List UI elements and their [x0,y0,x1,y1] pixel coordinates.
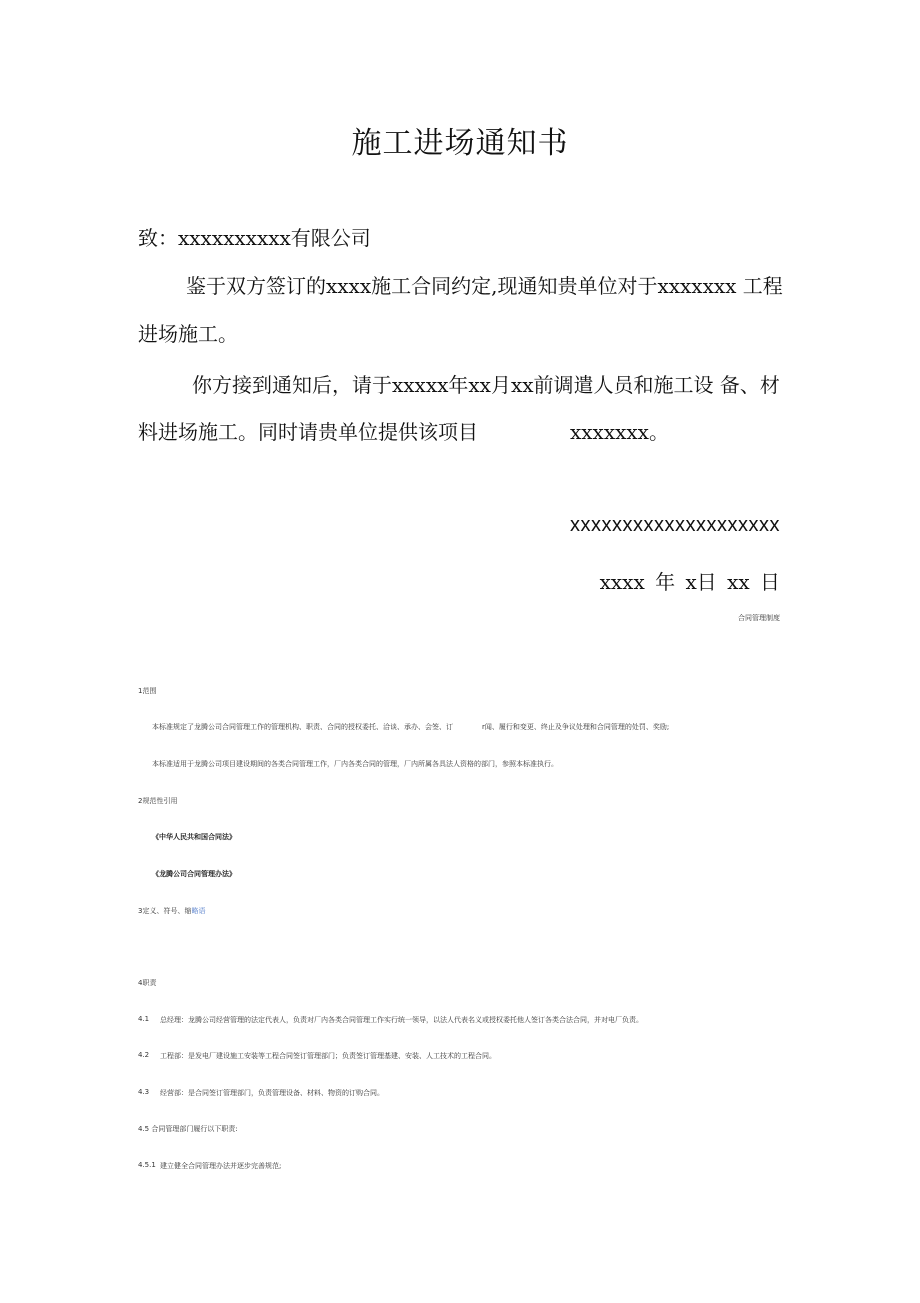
section3-title-text: 3定义、符号、缩 [138,907,192,915]
section2-title: 2规范性引用 [138,797,178,805]
recipient-line: 致：xxxxxxxxxx有限公司 [138,226,371,250]
section4-title: 4职责 [138,979,157,987]
item-4-2-text: 工程部：是发电厂建设施工安装等工程合同签订管理部门；负责签订管理基建、安装、人工技术的工程合同。 [160,1052,496,1060]
paragraph1-line2: 进场施工。 [138,322,238,346]
signer-name: xxxxxxxxxxxxxxxxxxxx [570,514,780,536]
section1-paragraph1-start: 本标准规定了龙腾公司合同管理工作的管理机构、职责、合同的授权委托、洽谈、承办、会签、订 [152,723,453,731]
item-4-3-number: 4.3 [138,1088,150,1096]
section3-title-link: 略语 [191,907,206,915]
section1-paragraph2: 本标准适用于龙腾公司项目建设期间的各类合同管理工作，厂内各类合同的管理，厂内所属各具法人资格的部门，参照本标准执行。 [152,760,558,768]
item-4-5-1-text: 建立健全合同管理办法并逐步完善规范; [160,1162,282,1170]
item-4-1-text: 总经理：龙腾公司经营管理的法定代表人，负责对厂内各类合同管理工作实行统一领导，以法人代表名义或授权委托他人签订各类合法合同，并对电厂负责。 [160,1016,643,1024]
reference-contract-law: 《中华人民共和国合同法》 [152,833,236,841]
item-4-1-number: 4.1 [138,1015,150,1023]
reference-company-rules: 《龙腾公司合同管理办法》 [152,870,236,878]
paragraph2-line2-start: 料进场施工。同时请贵单位提供该项目 [138,420,478,444]
paragraph2-line2-end: xxxxxxx。 [570,420,669,444]
item-4-5-1-number: 4.5.1 [138,1161,156,1169]
section1-paragraph1-end: r闻、履行和变更、终止及争议处理和合同管理的处罚、奖励; [482,723,670,731]
item-4-3-text: 经营部：是合同签订管理部门，负责管理设备、材料、物资的订购合同。 [160,1089,384,1097]
item-4-5: 4.5 合同管理部门履行以下职责: [138,1125,238,1133]
paragraph2-line1: 你方接到通知后，请于xxxxx年xx月xx前调遣人员和施工设 备、材 [192,373,780,397]
page-title: 施工进场通知书 [351,126,569,161]
notice-date: xxxx 年 x日 xx 日 [599,570,780,594]
doc-header: 合同管理制度 [738,614,780,622]
item-4-2-number: 4.2 [138,1051,150,1059]
paragraph1-line1: 鉴于双方签订的xxxx施工合同约定,现通知贵单位对于xxxxxxx 工程 [186,274,783,298]
section1-title: 1范围 [138,687,157,695]
section3-title [138,906,205,916]
